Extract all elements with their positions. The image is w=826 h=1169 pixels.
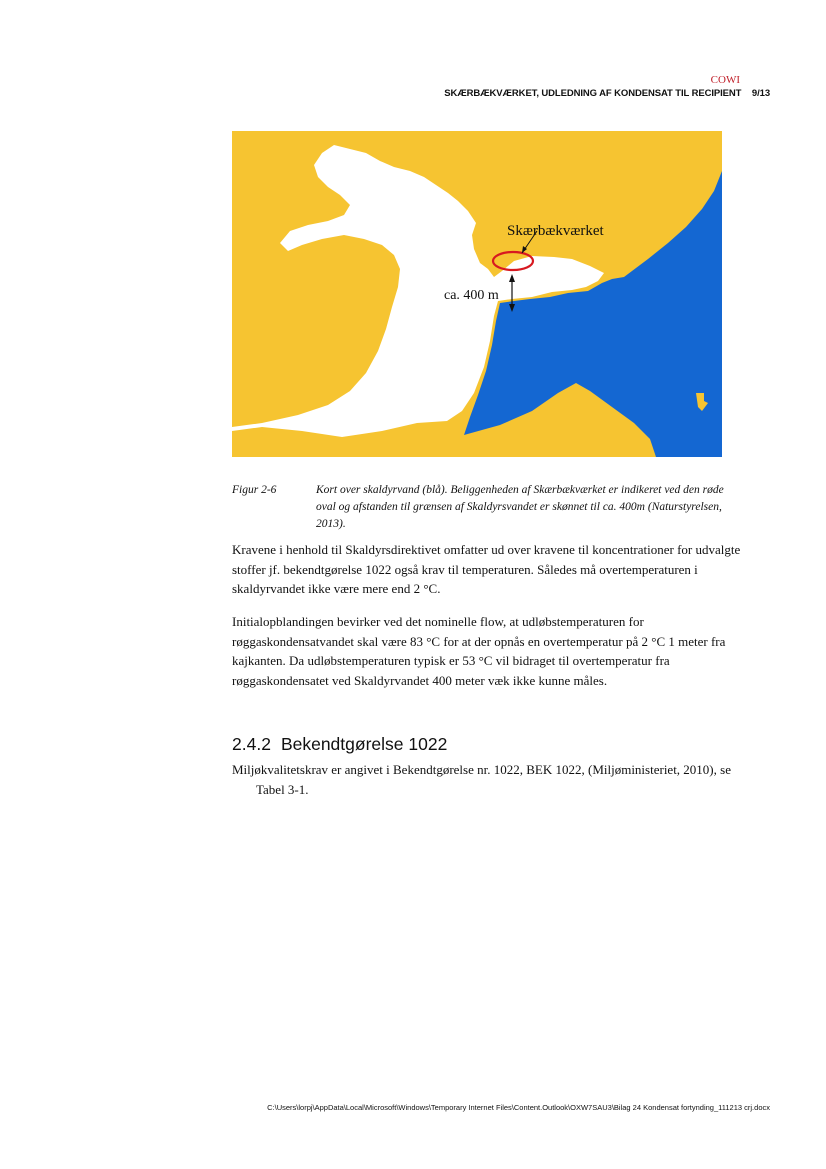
paragraph: Miljøkvalitetskrav er angivet i Bekendtgørelse nr. 1022, BEK 1022, (Miljøministeriet, 2010), se Tabel 3-1. [232, 762, 731, 797]
figure-caption-text: Kort over skaldyrvand (blå). Beliggenheden af Skærbækværket er indikeret ved den røde oval og afstanden til grænsen af Skaldyrsvandet er skønnet til ca. 400m (Naturstyrelsen, 2013). [316, 484, 724, 530]
file-path-footer: C:\Users\lorpj\AppData\Local\Microsoft\Windows\Temporary Internet Files\Content.Outlook\OXW7SAU3\Bilag 24 Kondensat fortynding_111213 crj.docx [267, 1103, 770, 1112]
running-header [300, 88, 770, 99]
section-heading [232, 734, 447, 755]
paragraph: Initialopblandingen bevirker ved det nominelle flow, at udløbstemperaturen for røggaskondensatvandet skal være 83 °C for at der opnås en overtemperatur på 2 °C 1 meter fra kajkanten. Da udløbstemperaturen typisk er 53 °C vil bidraget til overtemperatur fra røggaskondensatet ved Skaldyrvandet 400 meter væk ikke kunne måles. [232, 614, 726, 688]
header-brand: COWI [710, 74, 740, 86]
section-number: 2.4.2 [232, 734, 271, 754]
section-title: Bekendtgørelse 1022 [280, 734, 448, 754]
map-drawing [232, 131, 722, 457]
shellfish-water-map [232, 131, 722, 457]
document-title: SKÆRBÆKVÆRKET, UDLEDNING AF KONDENSAT TIL RECIPIENT [444, 88, 742, 99]
power-plant-label: Skærbækværket [507, 223, 604, 239]
paragraph: Kravene i henhold til Skaldyrsdirektivet omfatter ud over kravene til koncentrationer for udvalgte stoffer jf. bekendtgørelse 1022 også krav til temperaturen. Således må overtemperaturen i skaldyrvandet ikke være mere end 2 °C. [232, 542, 741, 596]
page-number: 9/13 [751, 88, 770, 99]
distance-label: ca. 400 m [444, 288, 499, 303]
figure-label: Figur 2-6 [232, 484, 277, 496]
